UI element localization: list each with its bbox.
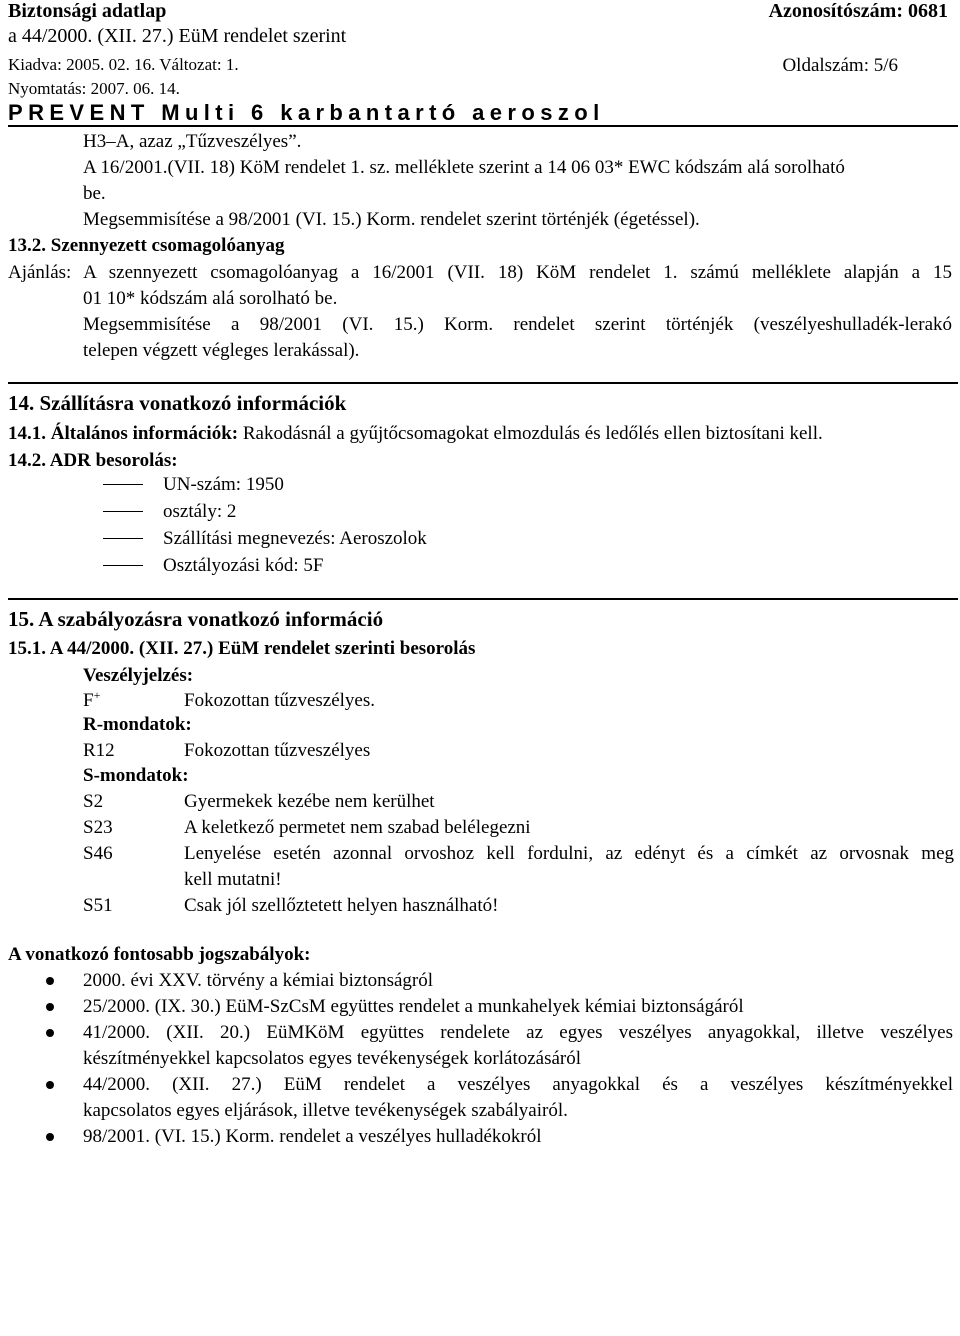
law-item: 2000. évi XXV. törvény a kémiai biztonságról	[83, 970, 434, 991]
r-phrase-code: R12	[83, 740, 115, 761]
s-phrase-text: A keletkező permetet nem szabad belélegezni	[184, 817, 531, 838]
law-item: 25/2000. (IX. 30.) EüM-SzCsM együttes rendelet a munkahelyek kémiai biztonságáról	[83, 996, 744, 1017]
hazard-symbol-label: Veszélyjelzés:	[83, 665, 194, 686]
section-14-heading: 14. Szállításra vonatkozó információk	[8, 391, 347, 415]
bullet-icon	[46, 1081, 54, 1089]
law-item: 98/2001. (VI. 15.) Korm. rendelet a veszélyes hulladékokról	[83, 1126, 542, 1147]
adr-item	[103, 501, 236, 523]
waste-class-text: H3–A, azaz „Tűzveszélyes”.	[83, 131, 302, 152]
laws-heading: A vonatkozó fontosabb jogszabályok:	[8, 944, 311, 965]
r-phrase-text: Fokozottan tűzveszélyes	[184, 740, 371, 761]
s-phrase-text: Csak jól szellőztetett helyen használható!	[184, 895, 499, 916]
law-item: 41/2000. (XII. 20.) EüMKöM együttes rendelete az egyes veszélyes anyagokkal, illetve veszélyes	[83, 1022, 953, 1043]
print-date: Nyomtatás: 2007. 06. 14.	[8, 79, 180, 98]
packaging-recommendation-cont: 01 10* kódszám alá sorolható be.	[83, 288, 338, 309]
adr-item	[103, 474, 284, 496]
classification-subheading: 15.1. A 44/2000. (XII. 27.) EüM rendelet szerinti besorolás	[8, 638, 476, 659]
adr-item	[103, 555, 323, 577]
packaging-disposal: Megsemmisítése a 98/2001 (VI. 15.) Korm. rendelet szerint történjék (veszélyeshulladék-lerakó	[83, 314, 952, 335]
regulation-reference: a 44/2000. (XII. 27.) EüM rendelet szerint	[8, 25, 347, 47]
dash-mark	[103, 538, 143, 539]
product-name: PREVENT Multi 6 karbantartó aeroszol	[8, 100, 605, 125]
waste-code-text-cont: be.	[83, 183, 106, 204]
adr-un-number: UN-szám: 1950	[163, 474, 284, 495]
adr-class: osztály: 2	[163, 501, 237, 522]
packaging-disposal-cont: telepen végzett végleges lerakással).	[83, 340, 360, 361]
s-phrase-text: Lenyelése esetén azonnal orvoshoz kell fordulni, az edényt és a címkét az orvosnak meg	[184, 843, 954, 864]
dash-mark	[103, 484, 143, 485]
s-phrase-text-cont: kell mutatni!	[184, 869, 282, 890]
page-number: Oldalszám: 5/6	[782, 55, 898, 76]
s-phrase-code: S2	[83, 791, 104, 812]
bullet-icon	[46, 977, 54, 985]
general-info-label: 14.1. Általános információk:	[8, 423, 239, 444]
dash-mark	[103, 565, 143, 566]
packaging-recommendation: Ajánlás: A szennyezett csomagolóanyag a 16/2001 (VII. 18) KöM rendelet 1. számú melléklete alapján a 15	[8, 262, 952, 283]
id-number: Azonosítószám: 0681	[768, 0, 948, 22]
section-divider	[8, 382, 958, 384]
section-divider	[8, 598, 958, 600]
subsection-13-2-heading: 13.2. Szennyezett csomagolóanyag	[8, 235, 285, 256]
header-divider	[8, 125, 958, 127]
hazard-symbol-code: F+	[83, 688, 101, 711]
disposal-text: Megsemmisítése a 98/2001 (VI. 15.) Korm. rendelet szerint történjék (égetéssel).	[83, 209, 700, 230]
issue-info: Kiadva: 2005. 02. 16. Változat: 1.	[8, 55, 239, 74]
general-info-text: Rakodásnál a gyűjtőcsomagokat elmozdulás és ledőlés ellen biztosítani kell.	[238, 423, 823, 444]
adr-item	[103, 528, 427, 550]
hazard-symbol-text: Fokozottan tűzveszélyes.	[184, 690, 376, 711]
waste-code-text: A 16/2001.(VII. 18) KöM rendelet 1. sz. melléklete szerint a 14 06 03* EWC kódszám alá sorolható	[83, 157, 845, 178]
dash-mark	[103, 511, 143, 512]
law-item: 44/2000. (XII. 27.) EüM rendelet a veszélyes anyagokkal és a veszélyes készítményekkel	[83, 1074, 953, 1095]
s-phrase-code: S23	[83, 817, 113, 838]
s-phrases-label: S-mondatok:	[83, 765, 189, 786]
document-title: Biztonsági adatlap	[8, 0, 167, 22]
general-info	[8, 423, 823, 445]
section-15-heading: 15. A szabályozásra vonatkozó információ	[8, 607, 384, 631]
r-phrases-label: R-mondatok:	[83, 714, 192, 735]
adr-heading: 14.2. ADR besorolás:	[8, 450, 178, 471]
adr-class-code: Osztályozási kód: 5F	[163, 555, 324, 576]
bullet-icon	[46, 1003, 54, 1011]
s-phrase-code: S51	[83, 895, 113, 916]
law-item-cont: kapcsolatos egyes eljárások, illetve tevékenységek szabályairól.	[83, 1100, 568, 1121]
adr-shipping-name: Szállítási megnevezés: Aeroszolok	[163, 528, 427, 549]
law-item-cont: készítményekkel kapcsolatos egyes tevékenységek korlátozásáról	[83, 1048, 582, 1069]
s-phrase-code: S46	[83, 843, 113, 864]
bullet-icon	[46, 1133, 54, 1141]
bullet-icon	[46, 1029, 54, 1037]
s-phrase-text: Gyermekek kezébe nem kerülhet	[184, 791, 435, 812]
